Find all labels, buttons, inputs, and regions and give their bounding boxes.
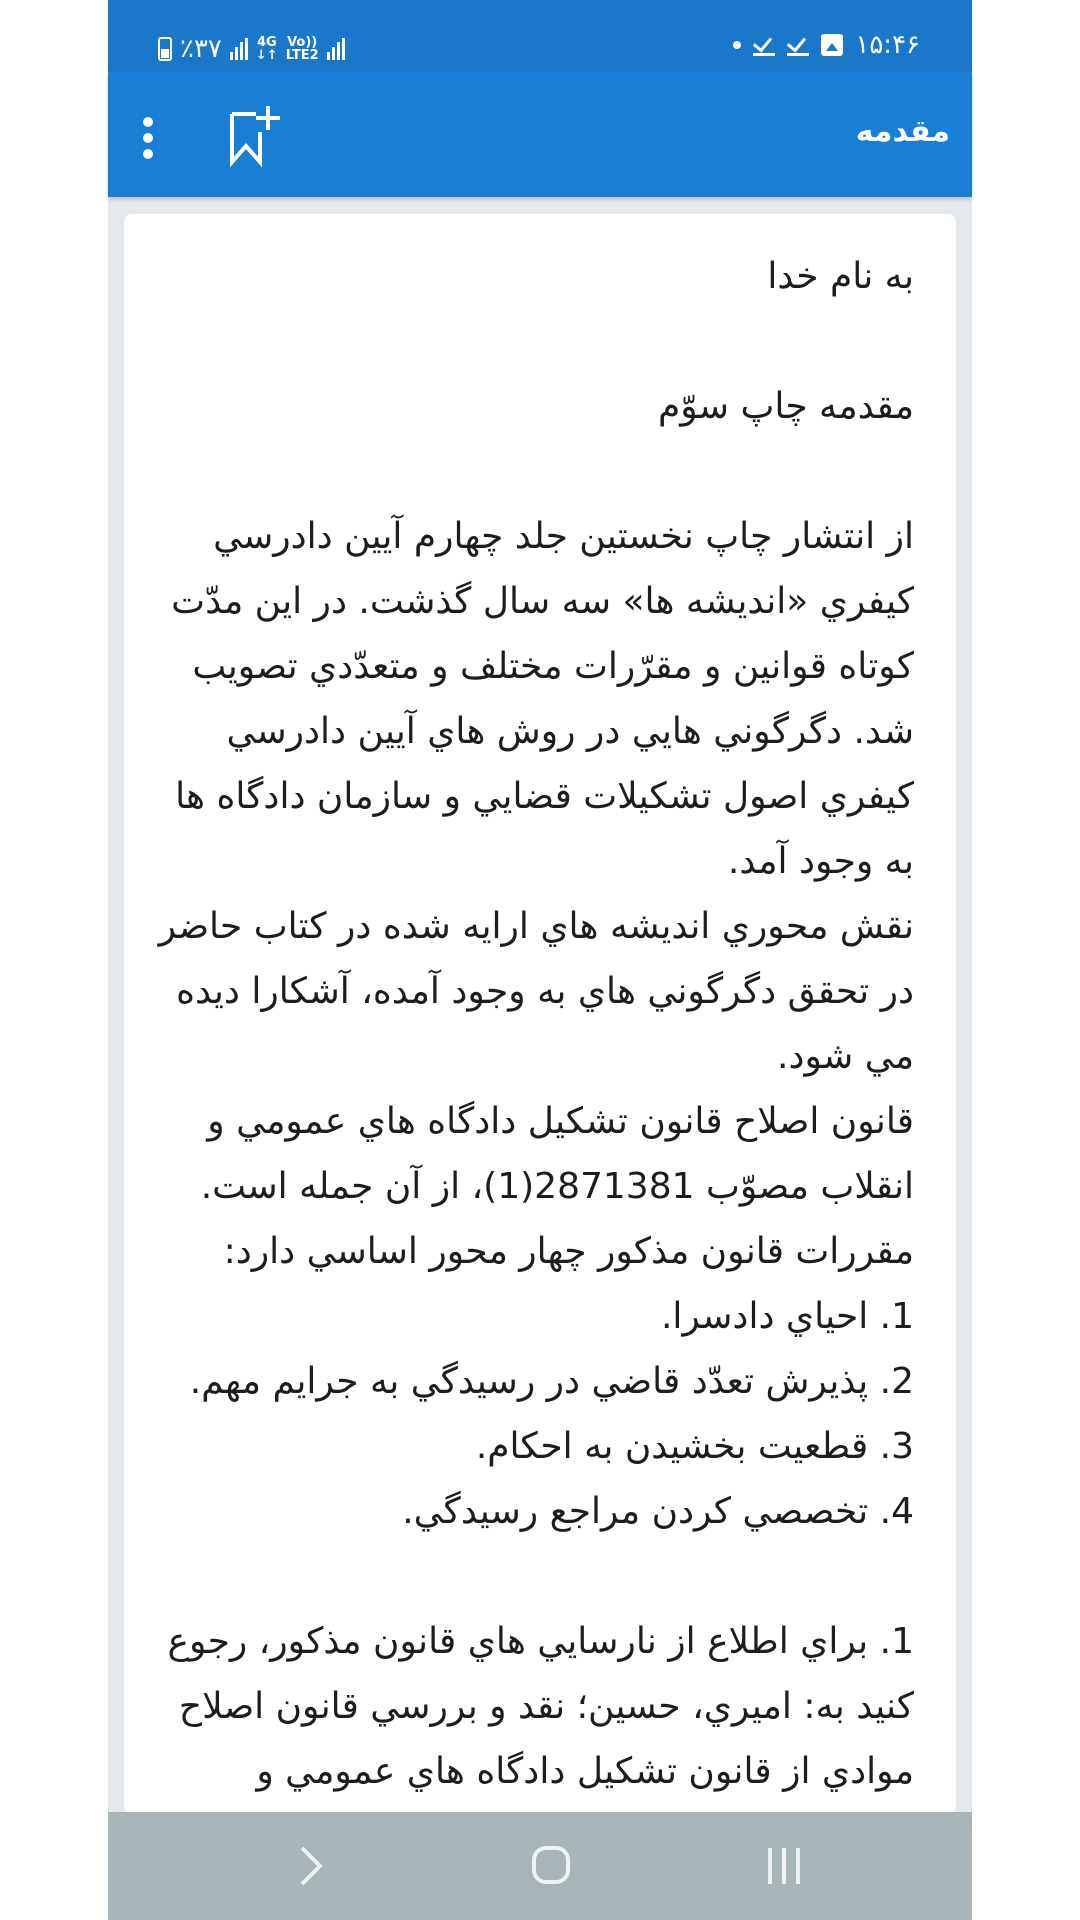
text-line: مي شود. [777,1036,914,1077]
data-arrows-icon: ↓↑ [255,48,278,63]
page-title: مقدمه [855,114,950,149]
text-line: 2. پذيرش تعدّد قاضي در رسيدگي به جرايم مهم. [189,1361,914,1402]
text-line: از انتشار چاپ نخستين جلد چهارم آيين دادرسي [213,516,914,557]
more-options-button[interactable] [126,106,170,170]
clock: ۱۵:۴۶ [855,30,920,60]
text-line: كنيد به: اميري، حسين؛ نقد و بررسي قانون اصلاح [178,1686,914,1727]
recent-apps-icon [756,1840,812,1892]
paragraph-gap [154,1544,914,1609]
text-line: موادي از قانون تشكيل دادگاه هاي عمومي و [256,1751,914,1792]
text-line: انقلاب مصوّب 2871381(1)، از آن جمله است. [200,1166,914,1207]
app-bar [108,72,972,197]
home-button[interactable] [524,1840,580,1892]
text-line: 1. براي اطلاع از نارسايي هاي قانون مذكور، رجوع [167,1621,914,1662]
paragraph-gap [154,309,914,374]
signal-icon [230,38,248,60]
download-done-icon-2 [787,34,809,56]
phone-screen [108,0,972,1920]
text-line: در تحقق دگرگوني هاي به وجود آمده، آشكارا ديده [176,971,914,1012]
network-4g-indicator [256,36,278,62]
notification-dot-icon [733,41,741,49]
recent-apps-button[interactable] [756,1840,812,1892]
home-icon [524,1840,580,1892]
back-icon [282,1840,338,1892]
text-line: 3. قطعيت بخشيدن به احكام. [475,1426,914,1467]
content-card [124,214,956,1814]
status-bar [108,0,972,72]
navigation-bar [108,1812,972,1920]
text-line: كيفري «انديشه ها» سه سال گذشت. در اين مدّت [171,581,914,622]
battery-icon [158,37,172,61]
download-done-icon [753,34,775,56]
network-4g-label: 4G [256,35,277,50]
network-volte-indicator [286,36,319,62]
back-button[interactable] [282,1840,338,1892]
status-right-group [733,30,920,60]
text-line: به وجود آمد. [727,841,914,882]
text-line: كيفري اصول تشكيلات قضايي و سازمان دادگاه ها [175,776,914,817]
image-icon [821,34,843,56]
signal-icon-2 [327,38,345,60]
bookmark-add-icon [226,102,282,166]
article-text [154,244,914,1869]
text-line: 1. احياي دادسرا. [660,1296,914,1337]
add-bookmark-button[interactable] [226,102,282,166]
volte-label: Vo)) [287,35,318,50]
text-line: مقررات قانون مذكور چهار محور اساسي دارد: [223,1231,914,1272]
status-left-group [158,34,345,64]
battery-percentage: ٪۳۷ [180,34,222,64]
text-line: كوتاه قوانين و مقرّرات مختلف و متعدّدي تصويب [192,646,914,687]
paragraph-gap [154,439,914,504]
text-line: نقش محوري انديشه هاي ارايه شده در كتاب حاضر [158,906,914,947]
text-line: شد. دگرگوني هايي در روش هاي آيين دادرسي [226,711,914,752]
text-line: قانون اصلاح قانون تشكيل دادگاه هاي عمومي و [207,1101,914,1142]
text-line: مقدمه چاپ سوّم [657,386,914,427]
text-line: 4. تخصصي كردن مراجع رسيدگي. [402,1491,914,1532]
text-line: به نام خدا [767,256,914,297]
more-vert-icon [143,117,153,127]
lte2-label: LTE2 [285,48,319,63]
